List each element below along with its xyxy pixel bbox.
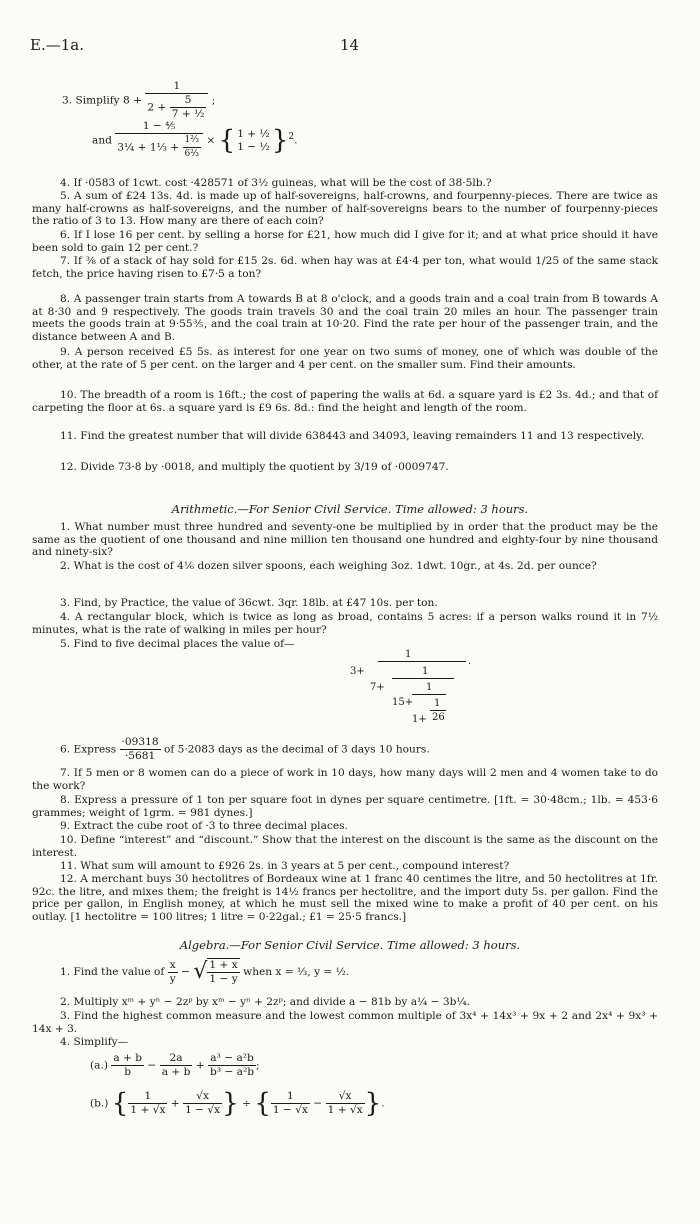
arith-q2-text: 2. What is the cost of 4⅙ dozen silver spoons, each weighing 3oz. 1dwt. 10gr., at 4s. 2d. per ounce? — [60, 560, 597, 572]
alg-q4b-f1 — [128, 1090, 167, 1117]
arith-q3 — [32, 597, 658, 610]
q3-paren-num: 1 + ½ — [237, 127, 270, 140]
q8 — [32, 293, 658, 344]
q3-end: . — [294, 134, 298, 147]
arith-q4 — [32, 611, 658, 636]
alg-q4a — [90, 1052, 260, 1079]
arith-q11-text: 11. What sum will amount to £926 2s. in 3 years at 5 per cent., compound interest? — [60, 860, 510, 872]
arith-q4-text: 4. A rectangular block, which is twice as long as broad, contains 5 acres: if a person walks round it in 7½ minutes, what is the rate of walking in miles per hour? — [32, 611, 658, 636]
q3-label: 3. Simplify 8 + — [62, 94, 142, 107]
q4b-rbrace-1: } — [222, 1088, 239, 1119]
q3-second-den-prefix: 3¼ + 1⅓ + — [117, 141, 180, 154]
q3-tail: ; — [211, 94, 216, 107]
q4 — [32, 177, 658, 190]
alg-q4b-d2: 1 − √x — [185, 1104, 221, 1116]
q3-power: 2 — [288, 131, 295, 142]
arith-q12 — [32, 873, 658, 924]
q3-lparen: { — [218, 125, 236, 156]
alg-q1 — [60, 958, 349, 986]
alg-q4a-d2: a + b — [161, 1066, 191, 1078]
alg-q4b-f3 — [271, 1090, 310, 1117]
q3-expression-2 — [92, 120, 297, 161]
q3-second-den-frac — [183, 134, 201, 161]
alg-q4b-label: (b.) — [90, 1097, 109, 1110]
q3-sd-num: 1⅔ — [183, 134, 201, 148]
q3-fraction — [145, 80, 208, 121]
cf-bar-4 — [430, 710, 446, 711]
q3-second-num: 1 − ⅘ — [115, 120, 203, 134]
alg-q3 — [32, 1010, 658, 1035]
q9 — [32, 346, 658, 371]
alg-q4b-op1: + — [170, 1097, 180, 1110]
q10-text: 10. The breadth of a room is 16ft.; the cost of papering the walls at 6d. a square yard is £2 3s. 4d.; and that of carpeting the floor at 6s. a square yard is £9 6s. 8d.: find the height and length of the room. — [32, 389, 658, 414]
cf-c: 15+ — [392, 697, 414, 708]
q9-text: 9. A person received £5 5s. as interest for one year on two sums of money, one of which was double of the other, at the rate of 5 per cent. on the larger and 4 per cent. on the smaller sum. Find their amounts. — [32, 346, 658, 371]
alg-q1-x: x — [168, 959, 178, 973]
q3-rparen: } — [271, 125, 289, 156]
alg-q4b-d4: 1 + √x — [327, 1104, 363, 1116]
q12-text: 12. Divide 73·8 by ·0018, and multiply the quotient by 3/19 of ·0009747. — [60, 461, 449, 473]
alg-q2 — [32, 996, 658, 1009]
arith-q12-text: 12. A merchant buys 30 hectolitres of Bordeaux wine at 1 franc 40 centimes the litre, and 50 hectolitres at 1fr. 92c. the litre, and mixes them; the freight is 14½ francs per hectolitre, and the import duty 5s. per gallon. Find the price per gallon, in English money, at which he must sell the mixed wine to make a profit of 40 per cent. on his outlay. [1 hectolitre = 100 litres; 1 litre = 0·22gal.; £1 = 25·5 francs.] — [32, 873, 658, 924]
alg-q4b-end: . — [381, 1097, 385, 1110]
alg-q1-pre: 1. Find the value of — [60, 966, 165, 978]
alg-q4 — [32, 1036, 658, 1049]
q3-and: and — [92, 134, 112, 147]
cf-a: 3+ — [350, 666, 365, 677]
arith-q8 — [32, 794, 658, 819]
q5-text: 5. A sum of £24 13s. 4d. is made up of half-sovereigns, half-crowns, and fourpenny-pieces. There are twice as many half-crowns as half-sovereigns, and the number of half-sovereigns bears to the number of fourpenny-pieces the ratio of 3 to 13. How many are there of each coin? — [32, 190, 658, 228]
cf-d: 1+ — [412, 714, 427, 725]
alg-q4-text: 4. Simplify— — [60, 1036, 129, 1048]
alg-q4a-f2 — [160, 1052, 193, 1079]
cf-bar-3 — [412, 694, 446, 695]
alg-q4a-n2: 2a — [160, 1052, 193, 1066]
q12 — [32, 461, 658, 474]
alg-q4b-op2: − — [313, 1097, 323, 1110]
sqrt-icon: √ — [193, 959, 208, 984]
alg-q4b-d3: 1 − √x — [272, 1104, 308, 1116]
arith-q5 — [32, 638, 658, 651]
alg-q4a-op1: − — [147, 1059, 157, 1072]
alg-q1-root-frac — [207, 958, 239, 986]
alg-q4a-end: ; — [256, 1059, 260, 1072]
alg-q1-minus: − — [181, 966, 190, 978]
q3-inner-num: 5 — [170, 94, 207, 108]
q3-expression-1 — [62, 80, 215, 121]
cf-last: 26 — [432, 712, 445, 723]
alg-q4a-f3 — [208, 1052, 256, 1079]
q6-text: 6. If I lose 16 per cent. by selling a horse for £21, how much did I give for it; and at what price should it have been sold to gain 12 per cent.? — [32, 229, 658, 254]
arith-q10-text: 10. Define “interest” and “discount.” Show that the interest on the discount is the same as the discount on the interest. — [32, 834, 658, 859]
alg-q4a-op2: + — [195, 1059, 205, 1072]
q4-text: 4. If ·0583 of 1cwt. cost ·428571 of 3½ guineas, what will be the cost of 38·5lb.? — [60, 177, 492, 189]
page-number: 14 — [340, 36, 360, 54]
arith-q10 — [32, 834, 658, 859]
arith-q1 — [32, 521, 658, 559]
alg-q3-text: 3. Find the highest common measure and the lowest common multiple of 3x⁴ + 14x³ + 9x + 2 and 2x⁴ + 9x³ + 14x + 3. — [32, 1010, 658, 1035]
arith-q8-text: 8. Express a pressure of 1 ton per square foot in dynes per square centimetre. [1ft. = 30·48cm.; 1lb. = 453·6 grammes; weight of 1grm. = 981 dynes.] — [32, 794, 658, 819]
q8-text: 8. A passenger train starts from A towards B at 8 o'clock, and a goods train and a coal train from B towards A at 8·30 and 9 respectively. The goods train travels 30 and the coal train 20 miles an hour. The passenger train meets the goods train at 9·55⅗, and the coal train at 10·20. Find the rate per hour of the passenger train, and the distance between A and B. — [32, 293, 658, 344]
alg-q4a-n1: a + b — [113, 1052, 143, 1064]
header-code: E.—1a. — [30, 36, 84, 54]
q6 — [32, 229, 658, 254]
alg-q1-rnum: 1 + x — [207, 959, 239, 973]
alg-q4b-f2 — [183, 1090, 222, 1117]
q3-frac-num: 1 — [145, 80, 208, 94]
q4b-lbrace-1: { — [111, 1088, 129, 1119]
arith-q7 — [32, 767, 658, 792]
arith-section-title: Arithmetic.—For Senior Civil Service. Time allowed: 3 hours. — [171, 502, 529, 516]
cf-one-2: 1 — [422, 666, 429, 677]
q4b-lbrace-2: { — [254, 1088, 271, 1119]
alg-q4b — [90, 1090, 385, 1117]
arith-q5-text: 5. Find to five decimal places the value of— — [60, 638, 295, 650]
alg-q1-rden: 1 − y — [209, 973, 238, 985]
q7-text: 7. If ⅜ of a stack of hay sold for £15 2s. 6d. when hay was at £4·4 per ton, what would 1/25 of the same stack fetch, the price having risen to £7·5 a ton? — [32, 255, 658, 280]
alg-q4b-n4: √x — [326, 1090, 365, 1104]
arith-q1-text: 1. What number must three hundred and seventy-one be multiplied by in order that the product may be the same as the quotient of one thousand and nine million ten thousand one hundred and eighty-four by nine thousand and ninety-six? — [32, 521, 658, 559]
alg-q4a-label: (a.) — [90, 1059, 108, 1072]
q11 — [32, 430, 658, 443]
arith-q2 — [32, 560, 658, 573]
q7 — [32, 255, 658, 280]
q3-inner-den: 7 + ½ — [171, 108, 205, 120]
alg-q4b-n2: √x — [183, 1090, 222, 1104]
alg-q4a-d3: b³ − a²b — [210, 1066, 255, 1078]
q3-paren-den: 1 − ½ — [237, 140, 270, 153]
q3-inner-frac — [170, 94, 207, 121]
arith-q6-num: ·09318 — [121, 736, 159, 748]
q4b-rbrace-2: } — [364, 1088, 382, 1119]
alg-q1-post: when x = ⅓, y = ½. — [243, 966, 350, 978]
arith-q9 — [32, 820, 658, 833]
arith-q3-text: 3. Find, by Practice, the value of 36cwt. 3qr. 18lb. at £47 10s. per ton. — [60, 597, 438, 609]
cf-bar-1 — [378, 661, 466, 662]
q3-den-prefix: 2 + — [147, 101, 167, 114]
arith-q6-post: of 5·2083 days as the decimal of 3 days 10 hours. — [164, 743, 430, 756]
alg-q1-y: y — [169, 972, 176, 985]
q3-frac-den — [145, 94, 208, 121]
cf-one-4: 1 — [434, 698, 441, 709]
alg-q1-xy — [168, 959, 178, 986]
algebra-section-title: Algebra.—For Senior Civil Service. Time allowed: 3 hours. — [179, 938, 521, 952]
alg-q4a-f1 — [111, 1052, 144, 1079]
cf-b: 7+ — [370, 682, 385, 693]
q3-second-fraction — [115, 120, 203, 161]
cf-one-1: 1 — [405, 649, 412, 660]
arith-q9-text: 9. Extract the cube root of ·3 to three decimal places. — [60, 820, 348, 832]
arith-q6-frac — [120, 736, 161, 763]
arith-q6 — [60, 736, 430, 763]
q3-paren-frac — [235, 128, 272, 154]
alg-q4b-d1: 1 + √x — [130, 1104, 166, 1116]
arith-q11 — [32, 860, 658, 873]
arith-q6-pre: 6. Express — [60, 743, 117, 756]
alg-q4b-f4 — [326, 1090, 365, 1117]
q5 — [32, 190, 658, 228]
q3-sd-den: 6⅔ — [184, 149, 199, 159]
alg-q4b-div: ÷ — [242, 1097, 251, 1110]
alg-q4a-n3: a³ − a²b — [208, 1052, 256, 1066]
q3-times: × — [206, 134, 216, 147]
q10 — [32, 389, 658, 414]
cf-one-3: 1 — [426, 682, 433, 693]
alg-q4a-d1: b — [124, 1066, 132, 1078]
alg-q4b-n1: 1 — [128, 1090, 167, 1104]
cf-bar-2 — [392, 678, 454, 679]
alg-q4b-n3: 1 — [271, 1090, 310, 1104]
cf-dot: . — [468, 656, 472, 667]
alg-q2-text: 2. Multiply xᵐ + yⁿ − 2zᵖ by xᵐ − yⁿ + 2zᵖ; and divide a − 81b by a¼ − 3b¼. — [60, 996, 471, 1008]
arith-q7-text: 7. If 5 men or 8 women can do a piece of work in 10 days, how many days will 2 men and 4 women take to do the work? — [32, 767, 658, 792]
q11-text: 11. Find the greatest number that will divide 638443 and 34093, leaving remainders 11 and 13 respectively. — [60, 430, 645, 442]
q3-second-den — [115, 134, 203, 161]
arith-q6-den: ·5681 — [124, 750, 156, 762]
